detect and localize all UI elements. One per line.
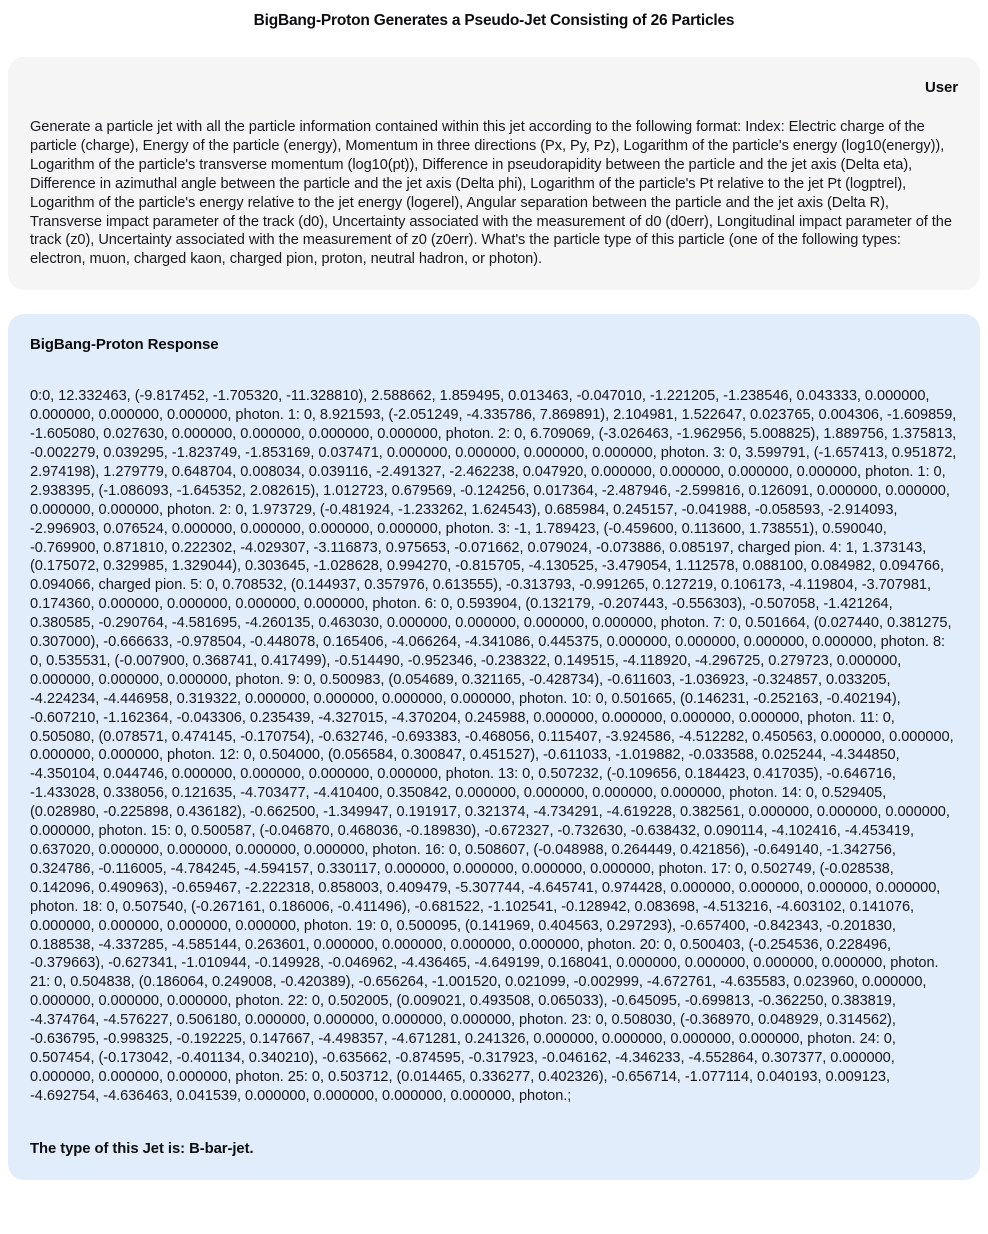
user-message-bubble (8, 57, 980, 290)
response-role-label: BigBang-Proton Response (30, 336, 219, 354)
page-title: BigBang-Proton Generates a Pseudo-Jet Consisting of 26 Particles (253, 12, 735, 29)
response-message-bubble (8, 314, 980, 1179)
user-role-label: User (925, 79, 958, 96)
jet-type-conclusion: The type of this Jet is: B-bar-jet. (30, 1140, 254, 1157)
user-message-text: Generate a particle jet with all the particle information contained within this jet according to the following format: Index: Electric charge of the particle (charge), Energy of the particle (energy), Momentum in three directions (Px, Py, Pz), Logarithm of the particle's energy (log10(energy)), Logarithm of the particle's transverse momentum (log10(pt)), Difference in pseudorapidity between the particle and the jet axis (Delta eta), Difference in azimuthal angle between the particle and the jet axis (Delta phi), Logarithm of the particle's Pt relative to the jet Pt (logptrel), Logarithm of the particle's energy relative to the jet energy (logerel), Angular separation between the particle and the jet axis (Delta R), Transverse impact parameter of the track (d0), Uncertainty associated with the measurement of d0 (d0err), Longitudinal impact parameter of the track (z0), Uncertainty associated with the measurement of z0 (z0err). What's the particle type of this particle (one of the following types: electron, muon, charged kaon, charged pion, proton, neutral hadron, or photon). (30, 119, 952, 268)
response-message-text: 0:0, 12.332463, (-9.817452, -1.705320, -11.328810), 2.588662, 1.859495, 0.013463, -0.047010, -1.221205, -1.238546, 0.043333, 0.000000, 0.000000, 0.000000, 0.000000, photon. 1: 0, 8.921593, (-2.051249, -4.335786, 7.869891), 2.104981, 1.522647, 0.023765, 0.004306, -1.609859, -1.605080, 0.027630, 0.000000, 0.000000, 0.000000, 0.000000, photon. 2: 0, 6.709069, (-3.026463, -1.962956, 5.008825), 1.889756, 1.375813, -0.002279, 0.039295, -1.823749, -1.853169, 0.037471, 0.000000, 0.000000, 0.000000, 0.000000, photon. 3: 0, 3.599791, (-1.657413, 0.951872, 2.974198), 1.279779, 0.648704, 0.008034, 0.039116, -2.491327, -2.462238, 0.047920, 0.000000, 0.000000, 0.000000, 0.000000, photon. 1: 0, 2.938395, (-1.086093, -1.645352, 2.082615), 1.012723, 0.679569, -0.124256, 0.017364, -2.487946, -2.599816, 0.126091, 0.000000, 0.000000, 0.000000, 0.000000, photon. 2: 0, 1.973729, (-0.481924, -1.233262, 1.624543), 0.685984, 0.245157, -0.041988, -0.058593, -2.914093, -2.996903, 0.076524, 0.000000, 0.000000, 0.000000, 0.000000, photon. 3: -1, 1.789423, (-0.459600, 0.113600, 1.738551), 0.590040, -0.769900, 0.871810, 0.222302, -4.029307, -3.116873, 0.975653, -0.071662, 0.079024, -0.073886, 0.085197, charged pion. 4: 1, 1.373143, (0.175072, 0.329985, 1.329044), 0.303645, -1.028628, 0.994270, -0.815705, -4.130525, -3.479054, 1.112578, 0.088100, 0.084982, 0.094766, 0.094066, charged pion. 5: 0, 0.708532, (0.144937, 0.357976, 0.613555), -0.313793, -0.991265, 0.127219, 0.106173, -4.119804, -3.707981, 0.174360, 0.000000, 0.000000, 0.000000, 0.000000, photon. 6: 0, 0.593904, (0.132179, -0.207443, -0.556303), -0.507058, -1.421264, 0.380585, -0.290764, -4.581695, -4.260135, 0.463030, 0.000000, 0.000000, 0.000000, 0.000000, photon. 7: 0, 0.501664, (0.027440, 0.381275, 0.307000), -0.666633, -0.978504, -0.448078, 0.165406, -4.066264, -4.341086, 0.445375, 0.000000, 0.000000, 0.000000, 0.000000, photon. 8: 0, 0.535531, (-0.007900, 0.368741, 0.417499), -0.514490, -0.952346, -0.238322, 0.149515, -4.118920, -4.296725, 0.279723, 0.000000, 0.000000, 0.000000, 0.000000, photon. 9: 0, 0.500983, (0.054689, 0.321165, -0.428734), -0.611603, -1.036923, -0.324857, 0.033205, -4.224234, -4.446958, 0.319322, 0.000000, 0.000000, 0.000000, 0.000000, photon. 10: 0, 0.501665, (0.146231, -0.252163, -0.402194), -0.607210, -1.162364, -0.043306, 0.235439, -4.327015, -4.370204, 0.245988, 0.000000, 0.000000, 0.000000, 0.000000, photon. 11: 0, 0.505080, (0.078571, 0.474145, -0.170754), -0.632746, -0.693383, -0.468056, 0.115407, -3.924586, -4.512282, 0.450563, 0.000000, 0.000000, 0.000000, 0.000000, photon. 12: 0, 0.504000, (0.056584, 0.300847, 0.451527), -0.611033, -1.019882, -0.033588, 0.025244, -4.344850, -4.350104, 0.044746, 0.000000, 0.000000, 0.000000, 0.000000, photon. 13: 0, 0.507232, (-0.109656, 0.184423, 0.417035), -0.646716, -1.433028, 0.338056, 0.121635, -4.703477, -4.410400, 0.350842, 0.000000, 0.000000, 0.000000, 0.000000, photon. 14: 0, 0.529405, (0.028980, -0.225898, 0.436182), -0.662500, -1.349947, 0.191917, 0.321374, -4.734291, -4.619228, 0.382561, 0.000000, 0.000000, 0.000000, 0.000000, photon. 15: 0, 0.500587, (-0.046870, 0.468036, -0.189830), -0.672327, -0.732630, -0.638432, 0.090114, -4.102416, -4.453419, 0.637020, 0.000000, 0.000000, 0.000000, 0.000000, photon. 16: 0, 0.508607, (-0.048988, 0.264449, 0.421856), -0.649140, -1.342756, 0.324786, -0.116005, -4.784245, -4.594157, 0.330117, 0.000000, 0.000000, 0.000000, 0.000000, photon. 17: 0, 0.502749, (-0.028538, 0.142096, 0.490963), -0.659467, -2.222318, 0.858003, 0.409479, -5.307744, -4.645741, 0.974428, 0.000000, 0.000000, 0.000000, 0.000000, photon. 18: 0, 0.507540, (-0.267161, 0.186006, -0.411496), -0.681522, -1.102541, -0.128942, 0.083698, -4.513216, -4.603102, 0.141076, 0.000000, 0.000000, 0.000000, 0.000000, photon. 19: 0, 0.500095, (0.141969, 0.404563, 0.297293), -0.657400, -0.842343, -0.201830, 0.188538, -4.337285, -4.585144, 0.263601, 0.000000, 0.000000, 0.000000, 0.000000, photon. 20: 0, 0.500403, (-0.254536, 0.228496, -0.379663), -0.627341, -1.010944, -0.149928, -0.046962, -4.436465, -4.649199, 0.168041, 0.000000, 0.000000, 0.000000, 0.000000, photon. 21: 0, 0.504838, (0.186064, 0.249008, -0.420389), -0.656264, -1.001520, 0.021099, -0.002999, -4.672761, -4.635583, 0.023960, 0.000000, 0.000000, 0.000000, 0.000000, photon. 22: 0, 0.502005, (0.009021, 0.493508, 0.065033), -0.645095, -0.699813, -0.362250, 0.383819, -4.374764, -4.576227, 0.506180, 0.000000, 0.000000, 0.000000, 0.000000, photon. 23: 0, 0.508030, (-0.368970, 0.048929, 0.314562), -0.636795, -0.998325, -0.192225, 0.147667, -4.498357, -4.671281, 0.241326, 0.000000, 0.000000, 0.000000, 0.000000, photon. 24: 0, 0.507454, (-0.173042, -0.401134, 0.340210), -0.635662, -0.874595, -0.317923, -0.046162, -4.346233, -4.552864, 0.307377, 0.000000, 0.000000, 0.000000, 0.000000, photon. 25: 0, 0.503712, (0.014465, 0.336277, 0.402326), -0.656714, -1.077114, 0.040193, 0.009123, -4.692754, -4.636463, 0.041539, 0.000000, 0.000000, 0.000000, 0.000000, photon.; (30, 388, 957, 1104)
